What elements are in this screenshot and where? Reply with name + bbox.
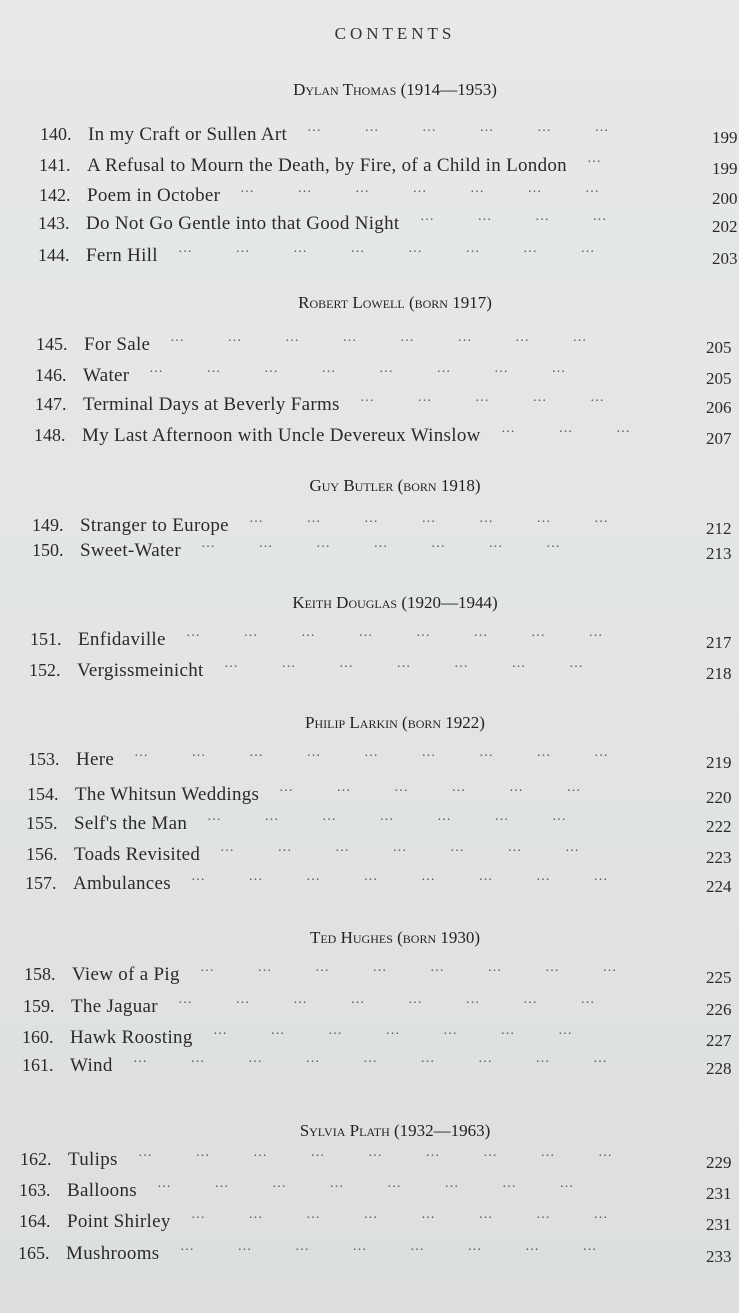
page-number: 233 bbox=[706, 1247, 732, 1266]
dot-leader: … … … … … … … … bbox=[186, 625, 603, 640]
poem-number: 154. bbox=[27, 784, 59, 804]
author-heading: Dylan Thomas (1914—1953) bbox=[293, 80, 497, 99]
poem-number: 165. bbox=[18, 1243, 50, 1263]
poem-title: Hawk Roosting bbox=[70, 1027, 193, 1048]
page-number: 231 bbox=[706, 1215, 732, 1234]
author-heading: Robert Lowell (born 1917) bbox=[298, 293, 492, 312]
toc-entry bbox=[25, 869, 739, 899]
page-number: 231 bbox=[706, 1184, 732, 1203]
toc-entry bbox=[35, 390, 739, 420]
dot-leader: … … … … … … … bbox=[220, 840, 579, 855]
page-number: 226 bbox=[706, 1000, 732, 1019]
dot-leader: … … … … … … … … bbox=[180, 1239, 597, 1254]
page-title: CONTENTS bbox=[334, 24, 456, 43]
poem-number: 153. bbox=[28, 749, 60, 769]
poem-title: Enfidaville bbox=[78, 629, 166, 650]
page-number: 220 bbox=[706, 788, 732, 807]
poem-number: 149. bbox=[32, 515, 64, 535]
toc-entry bbox=[20, 1145, 739, 1175]
poem-number: 155. bbox=[26, 813, 58, 833]
dot-leader: … … … bbox=[501, 421, 630, 436]
page-number: 225 bbox=[706, 968, 732, 987]
poem-title: Poem in October bbox=[87, 185, 221, 206]
page-number: 223 bbox=[706, 848, 732, 867]
page-number: 228 bbox=[706, 1059, 732, 1078]
dot-leader: … … … … … … … … bbox=[157, 1176, 574, 1191]
dot-leader: … … … … … … … bbox=[207, 809, 566, 824]
dot-leader: … … … … … … … … bbox=[191, 1207, 608, 1222]
page-number: 217 bbox=[706, 633, 732, 652]
poem-title: Here bbox=[76, 749, 115, 770]
page-number: 206 bbox=[706, 398, 732, 417]
page-number: 224 bbox=[706, 877, 732, 896]
poem-number: 157. bbox=[25, 873, 57, 893]
poem-title: Self's the Man bbox=[74, 813, 188, 834]
poem-number: 145. bbox=[36, 334, 68, 354]
dot-leader: … bbox=[587, 151, 601, 166]
poem-title: Fern Hill bbox=[86, 245, 158, 266]
poem-title: For Sale bbox=[84, 334, 151, 355]
page-number: 212 bbox=[706, 519, 732, 538]
toc-entry bbox=[34, 421, 739, 451]
toc-entry bbox=[38, 209, 739, 239]
poem-title: Tulips bbox=[68, 1149, 118, 1170]
poem-title: The Whitsun Weddings bbox=[75, 784, 260, 805]
poem-number: 150. bbox=[32, 540, 64, 560]
poem-number: 158. bbox=[24, 964, 56, 984]
page-number: 218 bbox=[706, 664, 732, 683]
poem-number: 156. bbox=[26, 844, 58, 864]
dot-leader: … … … … bbox=[420, 209, 607, 224]
page-number: 227 bbox=[706, 1031, 732, 1050]
poem-number: 160. bbox=[22, 1027, 54, 1047]
dot-leader: … … … … … … … … … bbox=[134, 745, 608, 760]
toc-entry bbox=[27, 780, 739, 810]
poem-title: Water bbox=[83, 365, 130, 386]
toc-entry bbox=[22, 1051, 739, 1081]
toc-entry bbox=[40, 120, 739, 150]
poem-title: Mushrooms bbox=[66, 1243, 160, 1264]
toc-entry bbox=[26, 809, 739, 839]
page-number: 200 bbox=[712, 189, 738, 208]
toc-entry bbox=[30, 625, 739, 655]
poem-title: View of a Pig bbox=[72, 964, 180, 985]
dot-leader: … … … … … … … … bbox=[178, 241, 595, 256]
poem-title: The Jaguar bbox=[71, 996, 158, 1017]
poem-number: 164. bbox=[19, 1211, 51, 1231]
author-heading: Guy Butler (born 1918) bbox=[309, 476, 481, 495]
page-number: 205 bbox=[706, 369, 732, 388]
poem-number: 142. bbox=[39, 185, 71, 205]
toc-entry bbox=[39, 151, 739, 181]
toc-entry bbox=[19, 1176, 739, 1206]
dot-leader: … … … … … … bbox=[279, 780, 581, 795]
toc-entry bbox=[36, 330, 739, 360]
page-number: 222 bbox=[706, 817, 732, 836]
page-number: 199 bbox=[712, 128, 738, 147]
dot-leader: … … … … … … … … bbox=[149, 361, 566, 376]
poem-number: 162. bbox=[20, 1149, 52, 1169]
dot-leader: … … … … … … … bbox=[213, 1023, 572, 1038]
dot-leader: … … … … … bbox=[360, 390, 604, 405]
page-number: 202 bbox=[712, 217, 738, 236]
toc-entry bbox=[24, 960, 739, 990]
dot-leader: … … … … … … … bbox=[240, 181, 599, 196]
poem-number: 147. bbox=[35, 394, 67, 414]
poem-number: 148. bbox=[34, 425, 66, 445]
poem-number: 159. bbox=[23, 996, 55, 1016]
author-heading: Sylvia Plath (1932—1963) bbox=[299, 1121, 491, 1140]
toc-entry bbox=[29, 656, 739, 686]
poem-number: 143. bbox=[38, 213, 70, 233]
poem-number: 144. bbox=[38, 245, 70, 265]
poem-title: Point Shirley bbox=[67, 1211, 171, 1232]
poem-title: Terminal Days at Beverly Farms bbox=[83, 394, 340, 415]
poem-number: 161. bbox=[22, 1055, 54, 1075]
author-heading: Philip Larkin (born 1922) bbox=[305, 713, 485, 732]
toc-entry bbox=[32, 536, 739, 566]
poem-title: My Last Afternoon with Uncle Devereux Winslow bbox=[82, 425, 481, 446]
poem-number: 163. bbox=[19, 1180, 51, 1200]
page-number: 219 bbox=[706, 753, 732, 772]
poem-title: Do Not Go Gentle into that Good Night bbox=[86, 213, 400, 234]
poem-number: 141. bbox=[39, 155, 71, 175]
poem-title: Vergissmeinicht bbox=[77, 660, 204, 681]
toc-entry bbox=[23, 992, 739, 1022]
poem-title: A Refusal to Mourn the Death, by Fire, of a Child in London bbox=[87, 155, 567, 176]
dot-leader: … … … … … … … … bbox=[178, 992, 595, 1007]
page-number: 203 bbox=[712, 249, 738, 268]
poem-number: 146. bbox=[35, 365, 67, 385]
toc-entry bbox=[22, 1023, 739, 1053]
page-number: 213 bbox=[706, 544, 732, 563]
poem-title: In my Craft or Sullen Art bbox=[88, 124, 288, 145]
author-heading: Ted Hughes (born 1930) bbox=[309, 928, 481, 947]
page-number: 207 bbox=[706, 429, 732, 448]
page-number: 205 bbox=[706, 338, 732, 357]
poem-title: Balloons bbox=[67, 1180, 137, 1201]
toc-entry bbox=[39, 181, 739, 211]
poem-title: Sweet-Water bbox=[80, 540, 181, 561]
poem-number: 152. bbox=[29, 660, 61, 680]
dot-leader: … … … … … … … … … bbox=[138, 1145, 612, 1160]
page-number: 199 bbox=[712, 159, 738, 178]
toc-entry bbox=[35, 361, 739, 391]
poem-number: 140. bbox=[40, 124, 72, 144]
page-number: 229 bbox=[706, 1153, 732, 1172]
dot-leader: … … … … … … … bbox=[201, 536, 560, 551]
dot-leader: … … … … … … … … bbox=[191, 869, 608, 884]
dot-leader: … … … … … … … … bbox=[170, 330, 587, 345]
dot-leader: … … … … … … … bbox=[249, 511, 608, 526]
toc-entry bbox=[38, 241, 739, 271]
poem-title: Ambulances bbox=[73, 873, 171, 894]
toc-entry bbox=[19, 1207, 739, 1237]
dot-leader: … … … … … … … bbox=[224, 656, 583, 671]
toc-entry bbox=[26, 840, 739, 870]
poem-title: Wind bbox=[70, 1055, 113, 1076]
dot-leader: … … … … … … … … … bbox=[133, 1051, 607, 1066]
dot-leader: … … … … … … … … bbox=[200, 960, 617, 975]
author-heading: Keith Douglas (1920—1944) bbox=[292, 593, 498, 612]
poem-title: Stranger to Europe bbox=[80, 515, 229, 536]
dot-leader: … … … … … … bbox=[307, 120, 609, 135]
poem-number: 151. bbox=[30, 629, 62, 649]
toc-entry bbox=[28, 745, 739, 775]
toc-entry bbox=[18, 1239, 739, 1269]
poem-title: Toads Revisited bbox=[74, 844, 201, 865]
